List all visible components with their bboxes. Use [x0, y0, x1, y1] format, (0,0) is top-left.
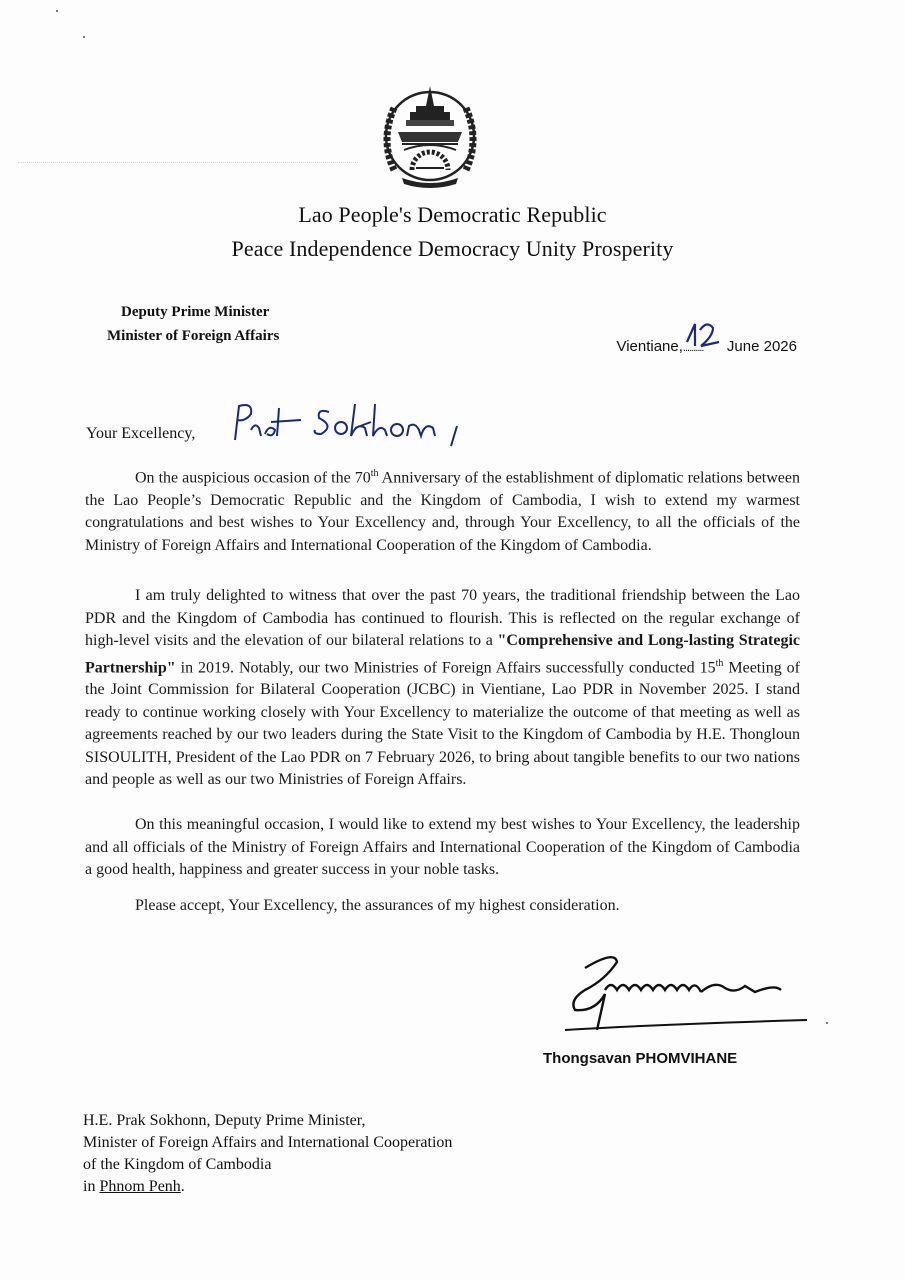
recipient-line4-suffix: . — [180, 1178, 185, 1195]
p2-text-c: Meeting of the Joint Commission for Bilateral Cooperation (JCBC) in Vientiane, Lao PDR in November 2025. I stand ready to continue working closely with Your Excellency to materialize the outcome of that meeting as well as agreements reached by our two leaders during the State Visit to the Kingdom of Cambodia by H.E. Thongloun SISOULITH, President of the Lao PDR on 7 February 2026, to bring about tangible benefits to our two nations and people as well as our two Ministries of Foreign Affairs. — [85, 658, 800, 789]
date-line — [616, 338, 797, 355]
p1-superscript: th — [370, 468, 379, 479]
handwritten-addressee-name-icon — [225, 400, 485, 450]
recipient-line4-prefix: in — [83, 1178, 100, 1195]
handwritten-day-icon — [683, 320, 723, 350]
handwritten-day — [683, 338, 723, 355]
scan-speck — [56, 10, 58, 12]
scan-speck — [83, 36, 85, 38]
sender-title-line1: Deputy Prime Minister — [121, 304, 270, 320]
p4-closing: Please accept, Your Excellency, the assurances of my highest consideration. — [135, 897, 620, 914]
salutation: Your Excellency, — [86, 425, 196, 442]
body-paragraph-1 — [85, 463, 800, 557]
sender-title-line2: Minister of Foreign Affairs — [107, 328, 280, 344]
recipient-city: Phnom Penh — [99, 1178, 181, 1195]
body-paragraph-2 — [85, 585, 800, 792]
p1-text-b: Anniversary of the establishment of diplomatic relations between the Lao People’s Democratic Republic and the Kingdom of Cambodia, I wish to extend my warmest congratulations and best wishes to Your Excellency and, through Your Excellency, to all the officials of the Ministry of Foreign Affairs and International Cooperation of the Kingdom of Cambodia. — [85, 469, 801, 554]
body-paragraph-4 — [85, 895, 800, 918]
p3-text: On this meaningful occasion, I would like to extend my best wishes to Your Excellency, the leadership and all officials of the Ministry of Foreign Affairs and International Cooperation of the Kingdom of Cambodia a good health, happiness and greater success in your noble tasks. — [85, 816, 800, 878]
recipient-line2: Minister of Foreign Affairs and International Cooperation — [83, 1134, 453, 1151]
p2-bold-partnership: "Comprehensive and Long-lasting Strategic Partnership" — [85, 632, 800, 676]
recipient-line3: of the Kingdom of Cambodia — [83, 1156, 272, 1173]
recipient-line1: H.E. Prak Sokhonn, Deputy Prime Minister, — [83, 1112, 366, 1129]
handwritten-signature-icon — [545, 950, 835, 1045]
date-day-dots: .......... — [682, 342, 704, 354]
lao-national-emblem-icon — [372, 80, 488, 188]
p1-text-a: On the auspicious occasion of the 70 — [135, 469, 371, 487]
scan-artifact-line — [18, 162, 358, 164]
country-name: Lao People's Democratic Republic — [298, 202, 607, 227]
recipient-address-block — [83, 1110, 452, 1198]
date-prefix: Vientiane, — [616, 338, 683, 355]
body-paragraph-3 — [85, 814, 800, 882]
p2-text-a: I am truly delighted to witness that over the past 70 years, the traditional friendship between the Lao PDR and the Kingdom of Cambodia has continued to flourish. This is reflected on the regular exchange of high-level visits and the elevation of our bilateral relations to a — [85, 587, 800, 649]
date-suffix: June 2026 — [726, 338, 797, 355]
national-motto: Peace Independence Democracy Unity Prosperity — [231, 236, 674, 261]
p2-superscript: th — [715, 657, 724, 669]
signer-name: Thongsavan PHOMVIHANE — [543, 1050, 738, 1067]
p2-text-b: in 2019. Notably, our two Ministries of Foreign Affairs successfully conducted 15 — [175, 658, 716, 676]
sender-title-block — [107, 300, 279, 348]
recipient-line4 — [83, 1176, 452, 1198]
